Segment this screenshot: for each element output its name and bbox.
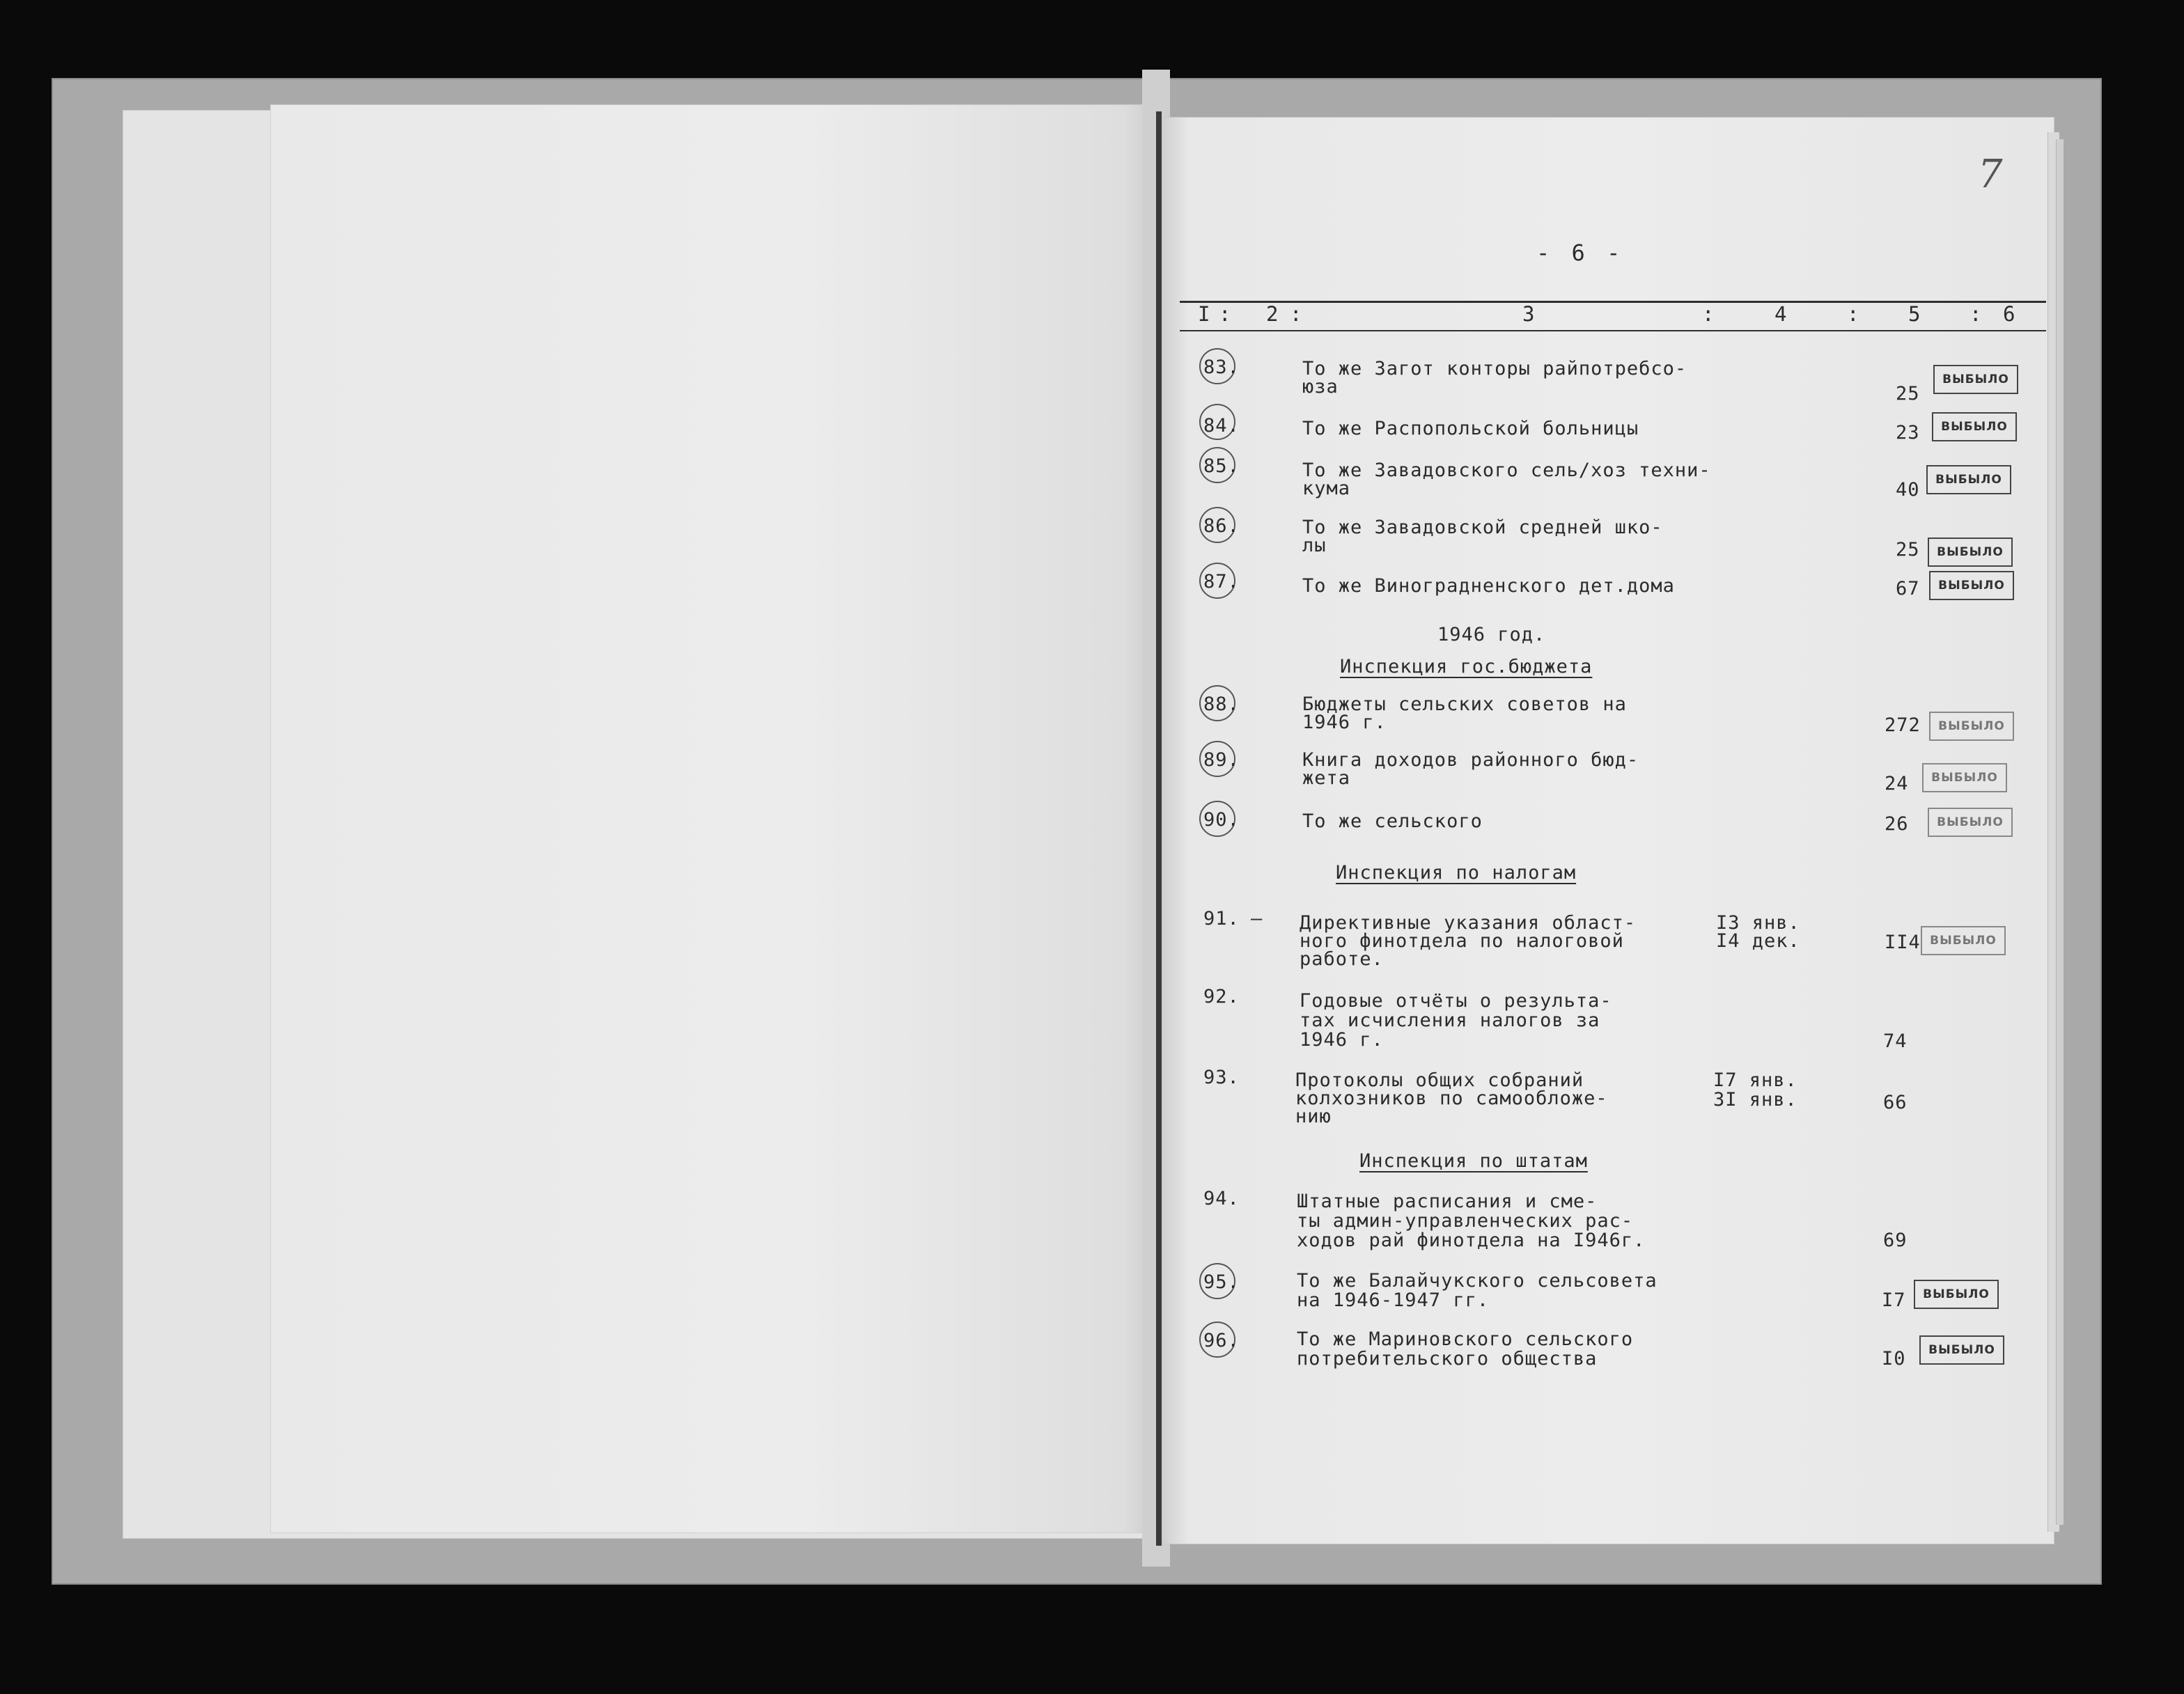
entry-date-end: 3I янв. [1713, 1089, 1797, 1111]
withdrawn-stamp: ВЫБЫЛО [1926, 465, 2011, 494]
entry-title-line: потребительского общества [1297, 1348, 1598, 1370]
entry-number: 92. [1203, 986, 1240, 1007]
column-header-2: 2 [1266, 302, 1279, 326]
section-heading-staff: Инспекция по штатам [1359, 1150, 1588, 1172]
withdrawn-stamp: ВЫБЫЛО [1929, 571, 2014, 600]
entry-sheet-count: 24 [1885, 773, 1909, 794]
entry-dash: — [1251, 908, 1263, 930]
entry-title-line: кума [1302, 478, 1351, 499]
entry-number: 87. [1203, 571, 1240, 593]
withdrawn-stamp: ВЫБЫЛО [1928, 808, 2013, 837]
entry-number: 88. [1203, 693, 1240, 715]
column-header-3: 3 [1522, 302, 1535, 326]
column-header-6: 6 [2003, 302, 2015, 326]
entry-title-line: жета [1302, 767, 1351, 789]
column-header-1: I [1198, 302, 1210, 326]
header-rule-bottom [1180, 330, 2046, 331]
withdrawn-stamp: ВЫБЫЛО [1922, 763, 2007, 792]
column-separator: : [1290, 302, 1302, 326]
withdrawn-stamp: ВЫБЫЛО [1932, 412, 2017, 441]
entry-title-line: работе. [1300, 948, 1384, 970]
entry-title-line: То же Виноградненского дет.дома [1302, 575, 1675, 597]
withdrawn-stamp: ВЫБЫЛО [1914, 1280, 1999, 1309]
entry-title-line: То же Балайчукского сельсовета [1297, 1270, 1658, 1292]
entry-title-line: на 1946-1947 гг. [1297, 1289, 1490, 1311]
entry-title-line: То же Завадовского сель/хоз техни- [1302, 460, 1711, 481]
entry-date-end: I4 дек. [1716, 930, 1800, 952]
entry-sheet-count: 74 [1883, 1030, 1908, 1052]
handwritten-folio-number: 7 [1978, 152, 2003, 197]
entry-sheet-count: 40 [1896, 479, 1920, 501]
entry-title-line: То же сельского [1302, 810, 1483, 832]
entry-title-line: То же Мариновского сельского [1297, 1328, 1634, 1350]
entry-sheet-count: 272 [1885, 714, 1921, 736]
entry-sheet-count: 66 [1883, 1092, 1908, 1113]
entry-number: 86. [1203, 515, 1240, 537]
section-heading-taxes: Инспекция по налогам [1336, 862, 1577, 884]
page-number: - 6 - [1536, 240, 1625, 266]
entry-title-line: Годовые отчёты о результа- [1300, 990, 1612, 1012]
column-separator: : [1970, 302, 1982, 326]
entry-number: 94. [1203, 1188, 1240, 1209]
withdrawn-stamp: ВЫБЫЛО [1928, 538, 2013, 567]
entry-number: 90. [1203, 809, 1240, 831]
entry-sheet-count: 25 [1896, 539, 1920, 560]
entry-number: 89. [1203, 749, 1240, 771]
entry-title-line: тах исчисления налогов за [1300, 1010, 1600, 1031]
entry-title-line: Директивные указания област- [1300, 912, 1637, 934]
entry-title-line: ты админ-управленческих рас- [1297, 1210, 1634, 1232]
entry-sheet-count: 26 [1885, 813, 1909, 835]
entry-title-line: ного финотдела по налоговой [1300, 930, 1624, 952]
entry-number: 96. [1203, 1330, 1240, 1351]
entry-sheet-count: I0 [1882, 1348, 1906, 1370]
entry-title-line: юза [1302, 376, 1339, 398]
entry-sheet-count: I7 [1882, 1289, 1906, 1311]
column-separator: : [1219, 302, 1231, 326]
entry-title-line: нию [1295, 1106, 1332, 1127]
entry-sheet-count: 69 [1883, 1230, 1908, 1251]
entry-title-line: 1946 г. [1300, 1029, 1384, 1051]
entry-title-line: колхозников по самообложе- [1295, 1088, 1608, 1109]
withdrawn-stamp: ВЫБЫЛО [1933, 365, 2018, 394]
entry-title-line: То же Распопольской больницы [1302, 418, 1639, 439]
entry-title-line: 1946 г. [1302, 712, 1387, 733]
entry-title-line: То же Загот конторы райпотребсо- [1302, 358, 1687, 379]
entry-title-line: Штатные расписания и сме- [1297, 1191, 1598, 1212]
entry-sheet-count: II4 [1885, 932, 1921, 953]
entry-number: 95. [1203, 1271, 1240, 1293]
entry-title-line: Книга доходов районного бюд- [1302, 749, 1639, 771]
entry-sheet-count: 25 [1896, 383, 1920, 405]
entry-sheet-count: 67 [1896, 578, 1920, 599]
entry-date-start: I7 янв. [1713, 1069, 1797, 1091]
left-page-blank [270, 104, 1160, 1533]
withdrawn-stamp: ВЫБЫЛО [1929, 712, 2014, 741]
page-stack-edge [2056, 139, 2064, 1525]
entry-title-line: Бюджеты сельских советов на [1302, 693, 1627, 715]
column-header-4: 4 [1774, 302, 1787, 326]
year-heading: 1946 год. [1437, 624, 1546, 645]
entry-title-line: То же Завадовской средней шко- [1302, 517, 1663, 538]
entry-sheet-count: 23 [1896, 422, 1920, 444]
entry-number: 84. [1203, 415, 1240, 437]
entry-number: 85. [1203, 455, 1240, 477]
column-separator: : [1702, 302, 1715, 326]
column-header-5: 5 [1908, 302, 1921, 326]
entry-title-line: Протоколы общих собраний [1295, 1069, 1584, 1091]
withdrawn-stamp: ВЫБЫЛО [1921, 926, 2006, 955]
entry-title-line: ходов рай финотдела на I946г. [1297, 1230, 1646, 1251]
withdrawn-stamp: ВЫБЫЛО [1919, 1335, 2004, 1365]
entry-title-line: лы [1302, 535, 1327, 556]
book-gutter [1156, 111, 1162, 1546]
column-separator: : [1847, 302, 1859, 326]
entry-number: 91. [1203, 908, 1240, 930]
entry-date-start: I3 янв. [1716, 912, 1800, 934]
entry-number: 93. [1203, 1067, 1240, 1088]
section-heading-budget: Инспекция гос.бюджета [1340, 656, 1593, 677]
entry-number: 83. [1203, 356, 1240, 378]
